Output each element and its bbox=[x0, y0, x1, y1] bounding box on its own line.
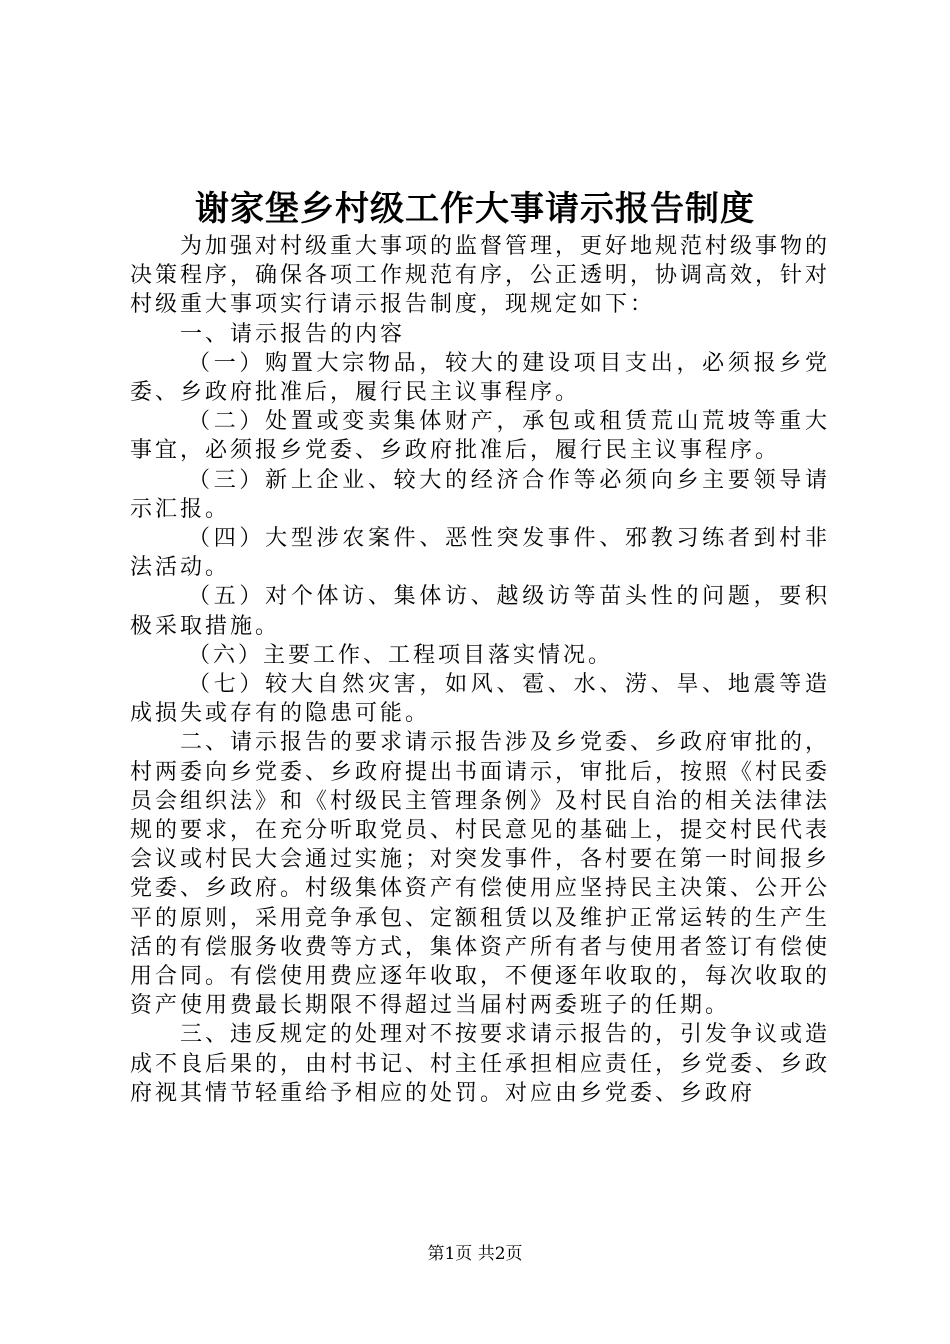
list-item-4: （四）大型涉农案件、恶性突发事件、邪教习练者到村非法活动。 bbox=[130, 526, 830, 581]
list-item-7: （七）较大自然灾害，如风、雹、水、涝、旱、地震等造成损失或存有的隐患可能。 bbox=[130, 672, 830, 727]
paragraph-intro: 为加强对村级重大事项的监督管理，更好地规范村级事物的决策程序，确保各项工作规范有序，公正透明，协调高效，针对村级重大事项实行请示报告制度，现规定如下： bbox=[130, 234, 831, 318]
list-item-1: （一）购置大宗物品，较大的建设项目支出，必须报乡党委、乡政府批准后，履行民主议事程序。 bbox=[130, 350, 830, 406]
list-item-2: （二）处置或变卖集体财产，承包或租赁荒山荒坡等重大事宜，必须报乡党委、乡政府批准后，履行民主议事程序。 bbox=[130, 409, 830, 464]
section-heading-1: 一、请示报告的内容 bbox=[180, 321, 406, 347]
page-footer: 第1页 共2页 bbox=[427, 1244, 523, 1264]
section-3-paragraph: 三、违反规定的处理对不按要求请示报告的，引发争议或造成不良后果的，由村书记、村主任承担相应责任，乡党委、乡政府视其情节轻重给予相应的处罚。对应由乡党委、乡政府 bbox=[130, 1022, 831, 1106]
list-item-5: （五）对个体访、集体访、越级访等苗头性的问题，要积极采取措施。 bbox=[130, 584, 830, 639]
list-item-6: （六）主要工作、工程项目落实情况。 bbox=[188, 642, 614, 668]
section-2-paragraph: 二、请示报告的要求请示报告涉及乡党委、乡政府审批的，村两委向乡党委、乡政府提出书面请示，审批后，按照《村民委员会组织法》和《村级民主管理条例》及村民自治的相关法律法规的要求，在充分听取党员、村民意见的基础上，提交村民代表会议或村民大会通过实施；对突发事件，各村要在第一时间报乡党委、乡政府。村级集体资产有偿使用应坚持民主决策、公开公平的原则，采用竞争承包、定额租赁以及维护正常运转的生产生活的有偿服务收费等方式，集体资产所有者与使用者签订有偿使用合同。有偿使用费应逐年收取，不便逐年收取的，每次收取的资产使用费最长期限不得超过当届村两委班子的任期。 bbox=[130, 730, 831, 1019]
list-item-3: （三）新上企业、较大的经济合作等必须向乡主要领导请示汇报。 bbox=[130, 467, 830, 522]
document-title: 谢家堡乡村级工作大事请示报告制度 bbox=[195, 189, 755, 229]
document-body bbox=[130, 232, 830, 1108]
